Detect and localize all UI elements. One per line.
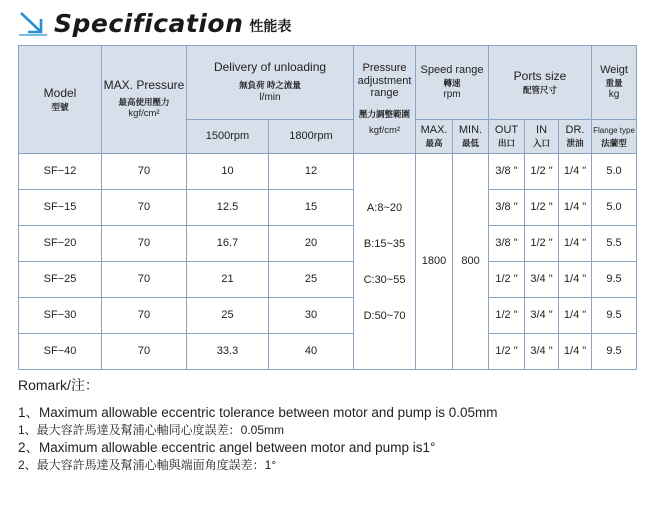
cell-delivery-1500: 33.3: [187, 334, 269, 370]
remark-line: 1、Maximum allowable eccentric tolerance between motor and pump is 0.05mm: [18, 405, 498, 420]
header-port-in: IN 入口: [525, 120, 559, 154]
table-row: [19, 154, 637, 190]
cell-port-out: 3/8 ": [489, 154, 525, 190]
range-b: B:15~35: [363, 237, 406, 250]
cell-port-out: 1/2 ": [489, 334, 525, 370]
table-row: [19, 226, 637, 262]
cell-port-dr: 1/4 ": [559, 226, 592, 262]
header-delivery: Delivery of unloading 無負荷 時之流量 l/min: [187, 46, 354, 120]
cell-port-in: 1/2 ": [525, 190, 559, 226]
specification-table: [18, 45, 637, 370]
header-port-dr: DR. 泄油: [559, 120, 592, 154]
title-chinese: 性能表: [249, 18, 292, 34]
cell-pressure: 70: [102, 262, 187, 298]
cell-delivery-1500: 10: [187, 154, 269, 190]
header-model: Model 型號: [19, 46, 102, 154]
cell-port-in: 1/2 ": [525, 154, 559, 190]
cell-speed-min: 800: [453, 154, 489, 370]
header: [18, 6, 291, 40]
cell-port-dr: 1/4 ": [559, 262, 592, 298]
cell-delivery-1800: 40: [269, 334, 354, 370]
cell-weight: 5.0: [592, 190, 637, 226]
cell-pressure: 70: [102, 154, 187, 190]
cell-port-dr: 1/4 ": [559, 154, 592, 190]
cell-pressure: 70: [102, 334, 187, 370]
cell-delivery-1800: 15: [269, 190, 354, 226]
cell-model: SF−12: [19, 154, 102, 190]
arrow-down-right-icon: [18, 9, 48, 37]
header-flange: Flange type 法蘭型: [592, 120, 637, 154]
cell-port-in: 3/4 ": [525, 298, 559, 334]
cell-port-dr: 1/4 ": [559, 298, 592, 334]
cell-port-out: 3/8 ": [489, 190, 525, 226]
cell-port-in: 3/4 ": [525, 334, 559, 370]
cell-pressure-ranges: [354, 154, 416, 370]
cell-delivery-1500: 16.7: [187, 226, 269, 262]
header-speed-max: MAX. 最高: [416, 120, 453, 154]
cell-weight: 9.5: [592, 298, 637, 334]
header-weight: Weigt 重量 kg: [592, 46, 637, 120]
header-port-out: OUT 出口: [489, 120, 525, 154]
cell-pressure: 70: [102, 190, 187, 226]
cell-model: SF−20: [19, 226, 102, 262]
cell-port-in: 3/4 ": [525, 262, 559, 298]
header-speed-range: Speed range 轉速 rpm: [416, 46, 489, 120]
cell-delivery-1500: 12.5: [187, 190, 269, 226]
remark-line: 2、最大容許馬達及幫浦心軸與端面角度誤差：1°: [18, 458, 277, 472]
cell-port-out: 3/8 ": [489, 226, 525, 262]
cell-pressure: 70: [102, 226, 187, 262]
range-a: A:8~20: [366, 201, 403, 214]
cell-model: SF−25: [19, 262, 102, 298]
table-row: [19, 190, 637, 226]
remark-line: 2、Maximum allowable eccentric angel between motor and pump is1°: [18, 440, 436, 455]
remark-title: Romark/注：: [18, 377, 99, 393]
cell-weight: 9.5: [592, 334, 637, 370]
cell-weight: 5.5: [592, 226, 637, 262]
cell-weight: 5.0: [592, 154, 637, 190]
cell-delivery-1800: 12: [269, 154, 354, 190]
remark-line: 1、最大容許馬達及幫浦心軸同心度誤差：0.05mm: [18, 423, 285, 437]
cell-model: SF−40: [19, 334, 102, 370]
cell-port-dr: 1/4 ": [559, 190, 592, 226]
cell-delivery-1800: 30: [269, 298, 354, 334]
header-1500rpm: 1500rpm: [187, 120, 269, 154]
header-1800rpm: 1800rpm: [269, 120, 354, 154]
cell-port-in: 1/2 ": [525, 226, 559, 262]
cell-pressure: 70: [102, 298, 187, 334]
cell-speed-max: 1800: [416, 154, 453, 370]
table-row: [19, 262, 637, 298]
table-row: [19, 298, 637, 334]
header-ports-size: Ports size 配管尺寸: [489, 46, 592, 120]
cell-model: SF−30: [19, 298, 102, 334]
header-pressure-adjustment: Pressure adjustment range 壓力調整範圍 kgf/cm²: [354, 46, 416, 154]
cell-port-out: 1/2 ": [489, 298, 525, 334]
cell-port-out: 1/2 ": [489, 262, 525, 298]
cell-delivery-1800: 20: [269, 226, 354, 262]
cell-model: SF−15: [19, 190, 102, 226]
range-c: C:30~55: [363, 273, 406, 286]
remark-section: [18, 375, 638, 473]
cell-weight: 9.5: [592, 262, 637, 298]
table-row: [19, 334, 637, 370]
header-max-pressure: MAX. Pressure 最高使用壓力 kgf/cm²: [102, 46, 187, 154]
header-speed-min: MIN. 最低: [453, 120, 489, 154]
title-english: Specification: [54, 8, 244, 38]
cell-delivery-1800: 25: [269, 262, 354, 298]
range-d: D:50~70: [363, 309, 406, 322]
cell-port-dr: 1/4 ": [559, 334, 592, 370]
cell-delivery-1500: 21: [187, 262, 269, 298]
cell-delivery-1500: 25: [187, 298, 269, 334]
